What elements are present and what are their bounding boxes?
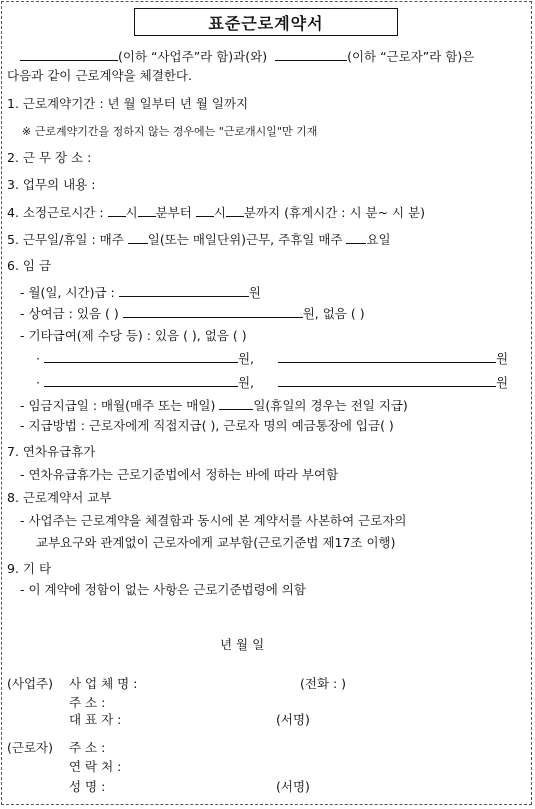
s5-day: 요일 <box>366 232 391 247</box>
weekly-holiday-blank[interactable] <box>346 231 366 244</box>
wage-won: 원 <box>248 285 261 300</box>
intro-worker-text: (이하 “근로자”라 함)은 <box>347 49 475 64</box>
end-minute-blank[interactable] <box>226 204 244 217</box>
worker-contact-label: 연 락 처 : <box>69 759 122 774</box>
other-pay-row-2 <box>36 374 508 391</box>
start-minute-blank[interactable] <box>138 204 156 217</box>
intro-employer-text: (이하 “사업주”라 함)과(와) <box>118 49 268 64</box>
employer-label: (사업주) <box>7 676 53 691</box>
employer-name-blank[interactable] <box>20 48 118 61</box>
employer-phone-label: (전화 : ) <box>300 676 347 691</box>
other-pay-row-1 <box>36 350 508 367</box>
section-8-detail-2: 교부요구와 관계없이 근로자에게 교부함(근로기준법 제17조 이행) <box>36 535 396 550</box>
employer-seal-label: (서명) <box>276 712 310 727</box>
other-pay-blank-1a[interactable] <box>44 350 238 363</box>
won-comma: 원, <box>237 351 255 366</box>
section-8-detail-1: - 사업주는 근로계약을 체결함과 동시에 본 계약서를 사본하여 근로자의 <box>20 513 407 528</box>
worker-name-label: 성 명 : <box>69 779 106 794</box>
section-3-job-description: 3. 업무의 내용 : <box>7 177 96 192</box>
won: 원 <box>496 375 509 390</box>
section-9-other: 9. 기 타 <box>7 561 52 576</box>
section-8-delivery: 8. 근로계약서 교부 <box>7 490 112 505</box>
workdays-blank[interactable] <box>128 231 148 244</box>
section-7-annual-leave: 7. 연차유급휴가 <box>7 444 96 459</box>
employer-address-label: 주 소 : <box>69 695 106 710</box>
payment-method-line: - 지급방법 : 근로자에게 직접지급( ), 근로자 명의 예금통장에 입금( ) <box>20 418 394 433</box>
section-7-detail: - 연차유급휴가는 근로기준법에서 정하는 바에 따라 부여함 <box>20 467 339 482</box>
other-pay-blank-2a[interactable] <box>44 374 238 387</box>
bonus-none: 원, 없음 ( ) <box>302 306 365 321</box>
end-hour-blank[interactable] <box>196 204 214 217</box>
worker-name-blank[interactable] <box>275 48 347 61</box>
s4-to: 분까지 (휴게시간 : 시 분~ 시 분) <box>243 205 426 220</box>
s4-hour1: 시 <box>125 205 138 220</box>
won-comma: 원, <box>237 375 255 390</box>
worker-address-label: 주 소 : <box>69 740 106 755</box>
wage-label: - 월(일, 시간)급 : <box>20 285 115 300</box>
wage-amount-blank[interactable] <box>119 284 249 297</box>
section-2-workplace: 2. 근 무 장 소 : <box>7 150 92 165</box>
bonus-amount-blank[interactable] <box>123 305 303 318</box>
won: 원 <box>496 351 509 366</box>
contract-date: 년 월 일 <box>220 637 265 652</box>
document-title: 표준근로계약서 <box>134 8 398 36</box>
bonus-line <box>20 305 365 322</box>
bonus-label: - 상여금 : 있음 ( ) <box>20 306 119 321</box>
section-9-detail: - 이 계약에 정함이 없는 사항은 근로기준법령에 의함 <box>20 582 306 597</box>
worker-label: (근로자) <box>7 740 53 755</box>
s4-from: 분부터 <box>155 205 192 220</box>
intro-line <box>20 48 474 65</box>
bullet-dot: · <box>36 351 40 366</box>
intro-line2: 다음과 같이 근로계약을 체결한다. <box>7 68 192 83</box>
wage-line <box>20 284 261 301</box>
employer-company-label: 사 업 체 명 : <box>69 676 138 691</box>
other-pay-blank-1b[interactable] <box>278 350 496 363</box>
payday-note: 일(휴일의 경우는 전일 지급) <box>253 398 408 413</box>
section-5-workdays <box>7 231 391 248</box>
section-4-working-hours <box>7 204 425 221</box>
start-hour-blank[interactable] <box>108 204 126 217</box>
bullet-dot: · <box>36 375 40 390</box>
payday-blank[interactable] <box>219 397 253 410</box>
payday-label: - 임금지급일 : 매월(매주 또는 매일) <box>20 398 216 413</box>
section-6-wage: 6. 임 금 <box>7 258 52 273</box>
other-pay-line: - 기타급여(제 수당 등) : 있음 ( ), 없음 ( ) <box>20 328 247 343</box>
s5-label: 5. 근무일/휴일 : 매주 <box>7 232 124 247</box>
s5-middle: 일(또는 매일단위)근무, 주휴일 매주 <box>147 232 343 247</box>
s4-hour2: 시 <box>213 205 226 220</box>
payday-line <box>20 397 408 414</box>
employer-rep-label: 대 표 자 : <box>69 712 122 727</box>
other-pay-blank-2b[interactable] <box>278 374 496 387</box>
section-1-note: ※ 근로계약기간을 정하지 않는 경우에는 "근로개시일"만 기재 <box>22 125 318 138</box>
section-1-contract-period: 1. 근로계약기간 : 년 월 일부터 년 월 일까지 <box>7 96 249 111</box>
worker-seal-label: (서명) <box>276 779 310 794</box>
s4-label: 4. 소정근로시간 : <box>7 205 104 220</box>
